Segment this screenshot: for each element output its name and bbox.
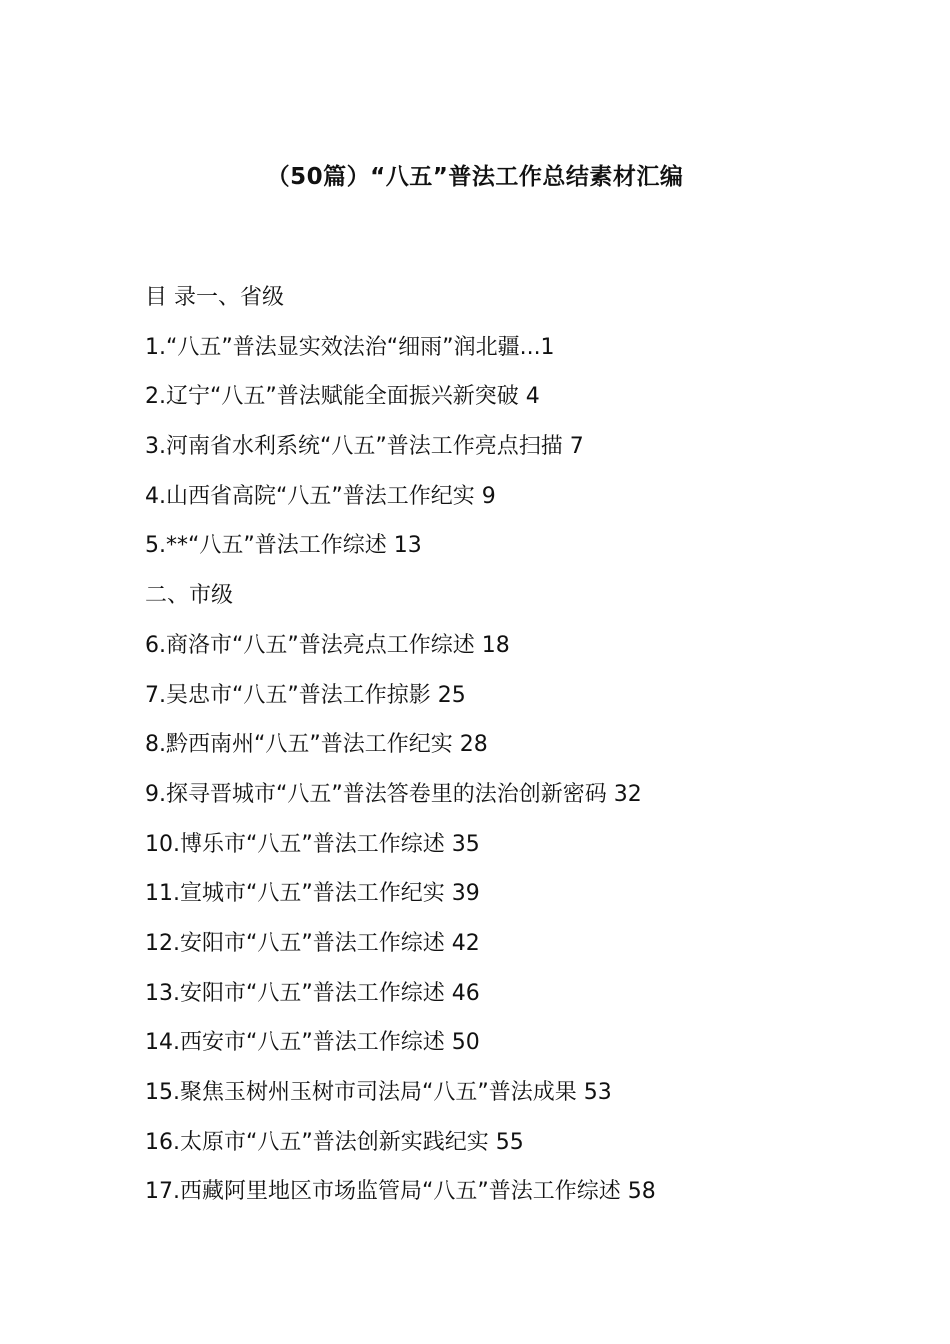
- toc-entry-17: 17.西藏阿里地区市场监管局“八五”普法工作综述 58: [145, 1179, 656, 1205]
- toc-section-heading: 二、市级: [145, 583, 234, 609]
- toc-entry-5: 5.**“八五”普法工作综述 13: [145, 533, 422, 559]
- toc-entry-12: 12.安阳市“八五”普法工作综述 42: [145, 930, 480, 956]
- toc-entry-2: 2.辽宁“八五”普法赋能全面振兴新突破 4: [145, 384, 540, 410]
- toc-entry-15: 15.聚焦玉树州玉树市司法局“八五”普法成果 53: [145, 1080, 612, 1105]
- toc-entry-3: 3.河南省水利系统“八五”普法工作亮点扫描 7: [145, 434, 584, 460]
- document-title: （50篇）“八五”普法工作总结素材汇编: [266, 164, 684, 190]
- toc-entry-8: 8.黔西南州“八五”普法工作纪实 28: [145, 732, 488, 758]
- toc-entry-13: 13.安阳市“八五”普法工作综述 46: [145, 980, 480, 1006]
- toc-entry-11: 11.宣城市“八五”普法工作纪实 39: [145, 881, 480, 907]
- toc-entry-14: 14.西安市“八五”普法工作综述 50: [145, 1030, 480, 1056]
- toc-entry-7: 7.吴忠市“八五”普法工作掠影 25: [145, 682, 466, 708]
- toc-entry-6: 6.商洛市“八五”普法亮点工作综述 18: [145, 632, 510, 658]
- toc-line-heading: 目 录一、省级: [145, 285, 284, 310]
- table-of-contents: [145, 281, 905, 1225]
- toc-entry-1: 1.“八五”普法显实效法治“细雨”润北疆...1: [145, 334, 555, 360]
- toc-entry-16: 16.太原市“八五”普法创新实践纪实 55: [145, 1129, 524, 1155]
- toc-entry-10: 10.博乐市“八五”普法工作综述 35: [145, 831, 480, 857]
- toc-entry-4: 4.山西省高院“八五”普法工作纪实 9: [145, 483, 496, 509]
- toc-entry-9: 9.探寻晋城市“八五”普法答卷里的法治创新密码 32: [145, 781, 642, 807]
